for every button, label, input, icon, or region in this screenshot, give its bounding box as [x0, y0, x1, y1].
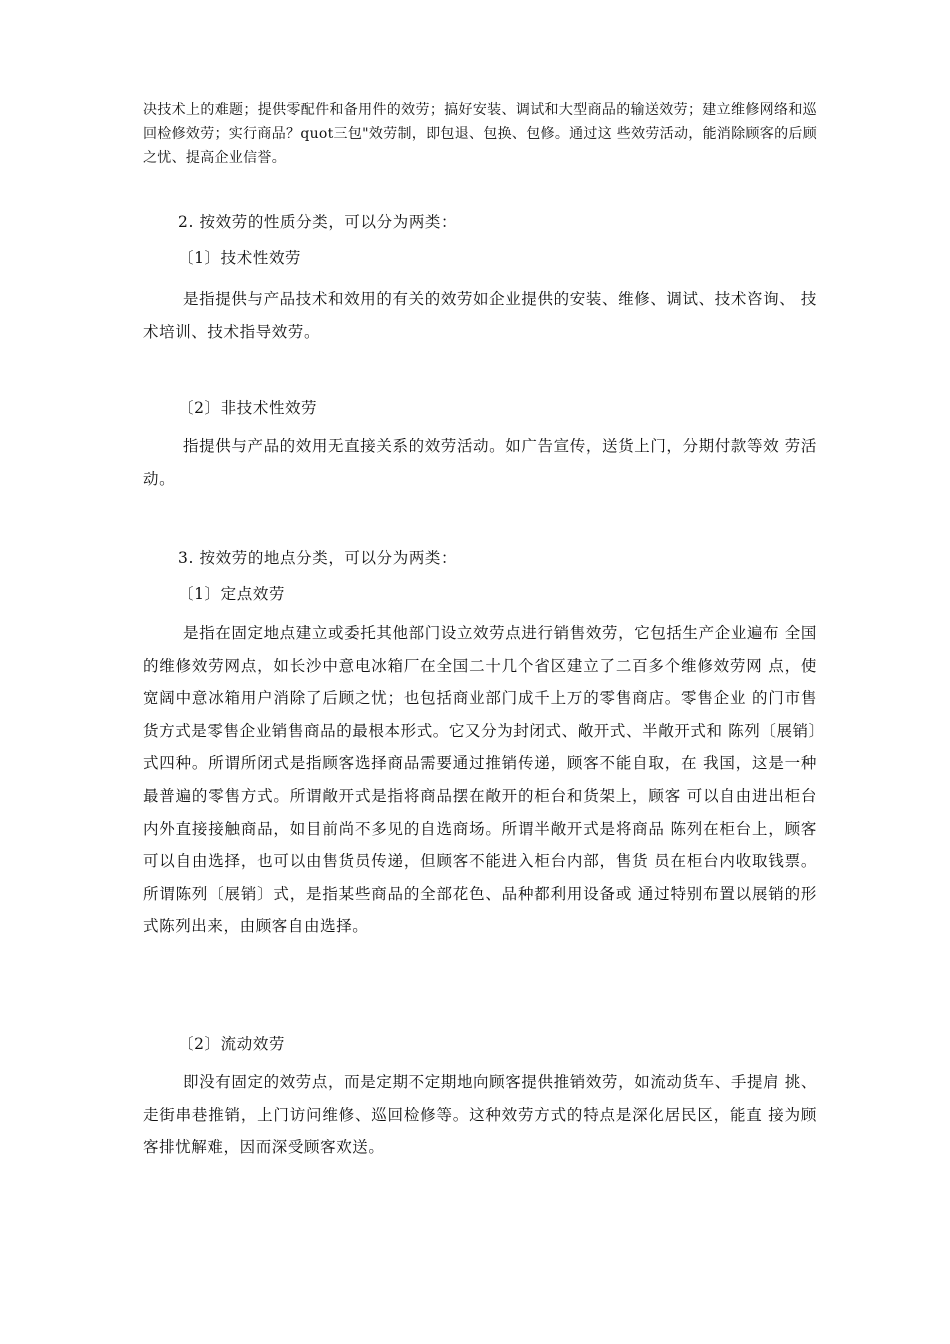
section-3-sub2-heading: 〔2〕流动效劳	[178, 1035, 286, 1053]
section-2-sub2-text: 指提供与产品的效用无直接关系的效劳活动。如广告宣传，送货上门，分期付款等效 劳活动。	[143, 437, 817, 488]
intro-paragraph: 决技术上的难题；提供零配件和备用件的效劳；搞好安装、调试和大型商品的输送效劳；建立维修网络和巡回检修效劳；实行商品？quot三包"效劳制，即包退、包换、包修。通过这 些效劳活动，能消除顾客的后顾之忧、提高企业信誉。	[143, 102, 817, 166]
section-2-heading: 2. 按效劳的性质分类，可以分为两类：	[178, 213, 458, 231]
section-2-sub2-heading: 〔2〕非技术性效劳	[178, 399, 318, 417]
section-3-heading: 3. 按效劳的地点分类，可以分为两类：	[178, 549, 458, 567]
section-3-sub1-heading: 〔1〕定点效劳	[178, 585, 286, 603]
section-3-sub1-text: 是指在固定地点建立或委托其他部门设立效劳点进行销售效劳，它包括生产企业遍布 全国的维修效劳网点，如长沙中意电冰箱厂在全国二十几个省区建立了二百多个维修效劳网 点，使宽阔中意冰箱用户消除了后顾之忧；也包括商业部门成千上万的零售商店。零售企业 的门市售货方式是零售企业销售商品的最根本形式。它又分为封闭式、敞开式、半敞开式和 陈列〔展销〕式四种。所谓所闭式是指顾客选择商品需要通过推销传递，顾客不能自取，在 我国，这是一种最普遍的零售方式。所谓敞开式是指将商品摆在敞开的柜台和货架上，顾客 可以自由进出柜台内外直接接触商品，如目前尚不多见的自选商场。所谓半敞开式是将商品 陈列在柜台上，顾客可以自由选择，也可以由售货员传递，但顾客不能进入柜台内部，售货 员在柜台内收取钱票。所谓陈列〔展销〕式，是指某些商品的全部花色、品种都利用设备或 通过特别布置以展销的形式陈列出来，由顾客自由选择。	[143, 624, 817, 936]
section-2-sub1-text: 是指提供与产品技术和效用的有关的效劳如企业提供的安装、维修、调试、技术咨询、 技术培训、技术指导效劳。	[143, 290, 817, 341]
section-3-sub2-text: 即没有固定的效劳点，而是定期不定期地向顾客提供推销效劳，如流动货车、手提肩 挑、走街串巷推销，上门访问维修、巡回检修等。这种效劳方式的特点是深化居民区，能直 接为顾客排忧解难，因而深受顾客欢送。	[143, 1073, 817, 1157]
section-2-sub1-heading: 〔1〕技术性效劳	[178, 249, 302, 267]
